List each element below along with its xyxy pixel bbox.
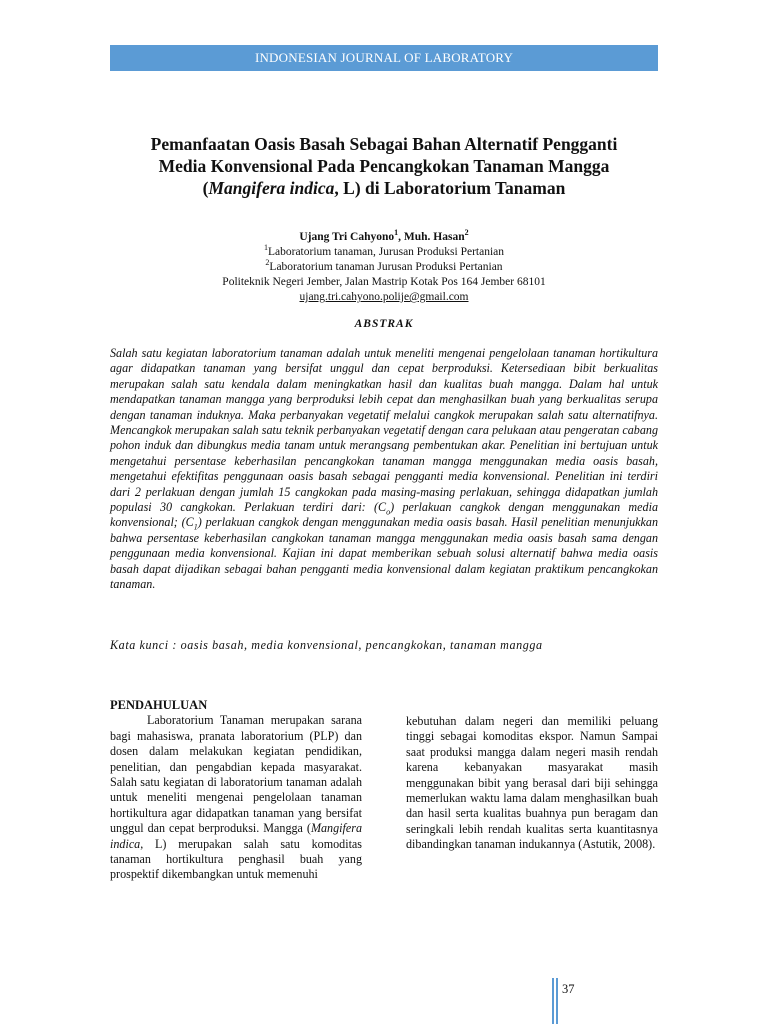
footer-rule-right — [556, 978, 558, 1024]
footer-rule-left — [552, 978, 554, 1024]
journal-header-banner — [110, 45, 658, 71]
abstract-heading: ABSTRAK — [354, 318, 414, 330]
author-email-link[interactable]: ujang.tri.cahyono.polije@gmail.com — [299, 291, 469, 303]
affiliation-2-text: Laboratorium tanaman Jurusan Produksi Pertanian — [269, 261, 503, 273]
institution-address: Politeknik Negeri Jember, Jalan Mastrip Kotak Pos 164 Jember 68101 — [222, 276, 546, 288]
author-block — [110, 230, 658, 305]
title-paren: ( — [202, 178, 209, 198]
intro-left-part-b: , L) merupakan salah satu komoditas tanaman hortikultura penghasil buah yang prospektif dikembangkan untuk memenuhi — [110, 836, 362, 882]
intro-left-part-a: Laboratorium Tanaman merupakan sarana bagi mahasiswa, pranata laboratorium (PLP) dan dosen dalam melakukan kegiatan pendidikan, penelitian, dan pengabdian kepada masyarakat. Salah satu kegiatan di laboratorium tanaman adalah untuk meneliti mengenai pengelolaan tanaman hortikultura agar didapatkan tanaman yang bersifat unggul dan cepat berproduksi. Mangga ( — [110, 713, 362, 836]
affiliation-1 — [110, 245, 658, 260]
abstract-part-1: Salah satu kegiatan laboratorium tanaman adalah untuk meneliti mengenai pengelolaan tanaman hortikultura agar didapatkan tanaman yang bersifat unggul dan cepat berproduksi. Ketersediaan bibit berkualitas merupakan salah satu kendala dalam meningkatkan hasil dan kualitas buah mangga. Dalam hal untuk mendapatkan tanaman mangga yang berproduksi lebih cepat dan menghasilkan buah yang berkualitas serupa dengan tanaman induknya. Maka perbanyakan vegetatif melalui cangkok merupakan salah satu alternatifnya. Mencangkok merupakan salah satu teknik perbanyakan vegetatif dengan cara pelukaan atau pengeratan cabang pohon induk dan dibungkus media tanam untuk merangsang pembentukan akar. Penelitian ini bertujuan untuk mengetahui persentase keberhasilan pencangkokan tanaman mangga menggunakan media oasis basah, mengetahui efektifitas penggunaan oasis basah sebagai pengganti media konvensional. Penelitian ini terdiri dari 2 perlakuan dengan jumlah 15 cangkokan pada masing-masing perlakuan, sehingga didapatkan jumlah populasi 30 cangkokan. Perlakuan terdiri dari: (C — [110, 346, 658, 515]
title-line-1: Pemanfaatan Oasis Basah Sebagai Bahan Alternatif Pengganti — [150, 134, 618, 154]
keywords: Kata kunci : oasis basah, media konvensional, pencangkokan, tanaman mangga — [110, 638, 543, 652]
abstract-text — [110, 346, 658, 593]
affiliation-2-mark: 2 — [265, 258, 270, 268]
author-1-mark: 1 — [394, 228, 399, 238]
abstract-part-2: ) perlakuan cangkok dengan menggunakan media konvensional; (C — [110, 500, 658, 530]
author-1: Ujang Tri Cahyono — [299, 231, 395, 243]
author-2-mark: 2 — [464, 228, 469, 238]
title-line-3-rest: , L) di Laboratorium Tanaman — [334, 178, 566, 198]
affiliation-1-text: Laboratorium tanaman, Jurusan Produksi Pertanian — [267, 246, 504, 258]
author-2: Muh. Hasan — [403, 231, 465, 243]
intro-paragraph-right: kebutuhan dalam negeri dan memiliki peluang tinggi sebagai komoditas ekspor. Namun Sampai saat produksi mangga dalam negeri masih rendah karena kebanyakan masyarakat masih menggunakan bibit yang berasal dari biji sehingga memerlukan waktu lama dalam menghasilkan buah dan hasil serta kualitas buahnya pun beragam dan seringkali lebih rendah kualitas serta kuantitasnya dibandingkan tanaman indukannya (Astutik, 2008). — [406, 714, 658, 852]
journal-name: INDONESIAN JOURNAL OF LABORATORY — [254, 50, 514, 65]
affiliation-1-mark: 1 — [263, 243, 268, 253]
section-heading-pendahuluan: PENDAHULUAN — [110, 698, 208, 712]
abstract-sub-o: o — [386, 507, 391, 517]
intro-species: Mangifera indica — [110, 821, 362, 851]
affiliation-2 — [110, 260, 658, 275]
title-line-2: Media Konvensional Pada Pencangkokan Tanaman Mangga — [158, 156, 610, 176]
intro-left-column — [110, 698, 362, 883]
intro-right-column — [406, 714, 658, 853]
author-names — [110, 230, 658, 245]
title-species: Mangifera indica — [208, 178, 335, 198]
title-line-3 — [110, 177, 658, 199]
paper-title — [110, 133, 658, 199]
abstract-part-3: ) perlakuan cangkok dengan menggunakan media oasis basah. Hasil penelitian menunjukkan bahwa persentase keberhasilan cangkokan tanaman mangga menggunakan media oasis basah sama dengan penggunaan media konvensional. Kajian ini dapat memberikan sebuah solusi alternatif bahwa media oasis basah dapat dijadikan sebagai bahan pengganti media konvensional dalam kegiatan praktikum pencangkokan tanaman. — [110, 515, 658, 592]
abstract-sub-1: 1 — [193, 522, 198, 532]
page-number: 37 — [562, 982, 575, 996]
author-separator: , — [398, 231, 404, 243]
intro-paragraph-left — [110, 713, 362, 882]
